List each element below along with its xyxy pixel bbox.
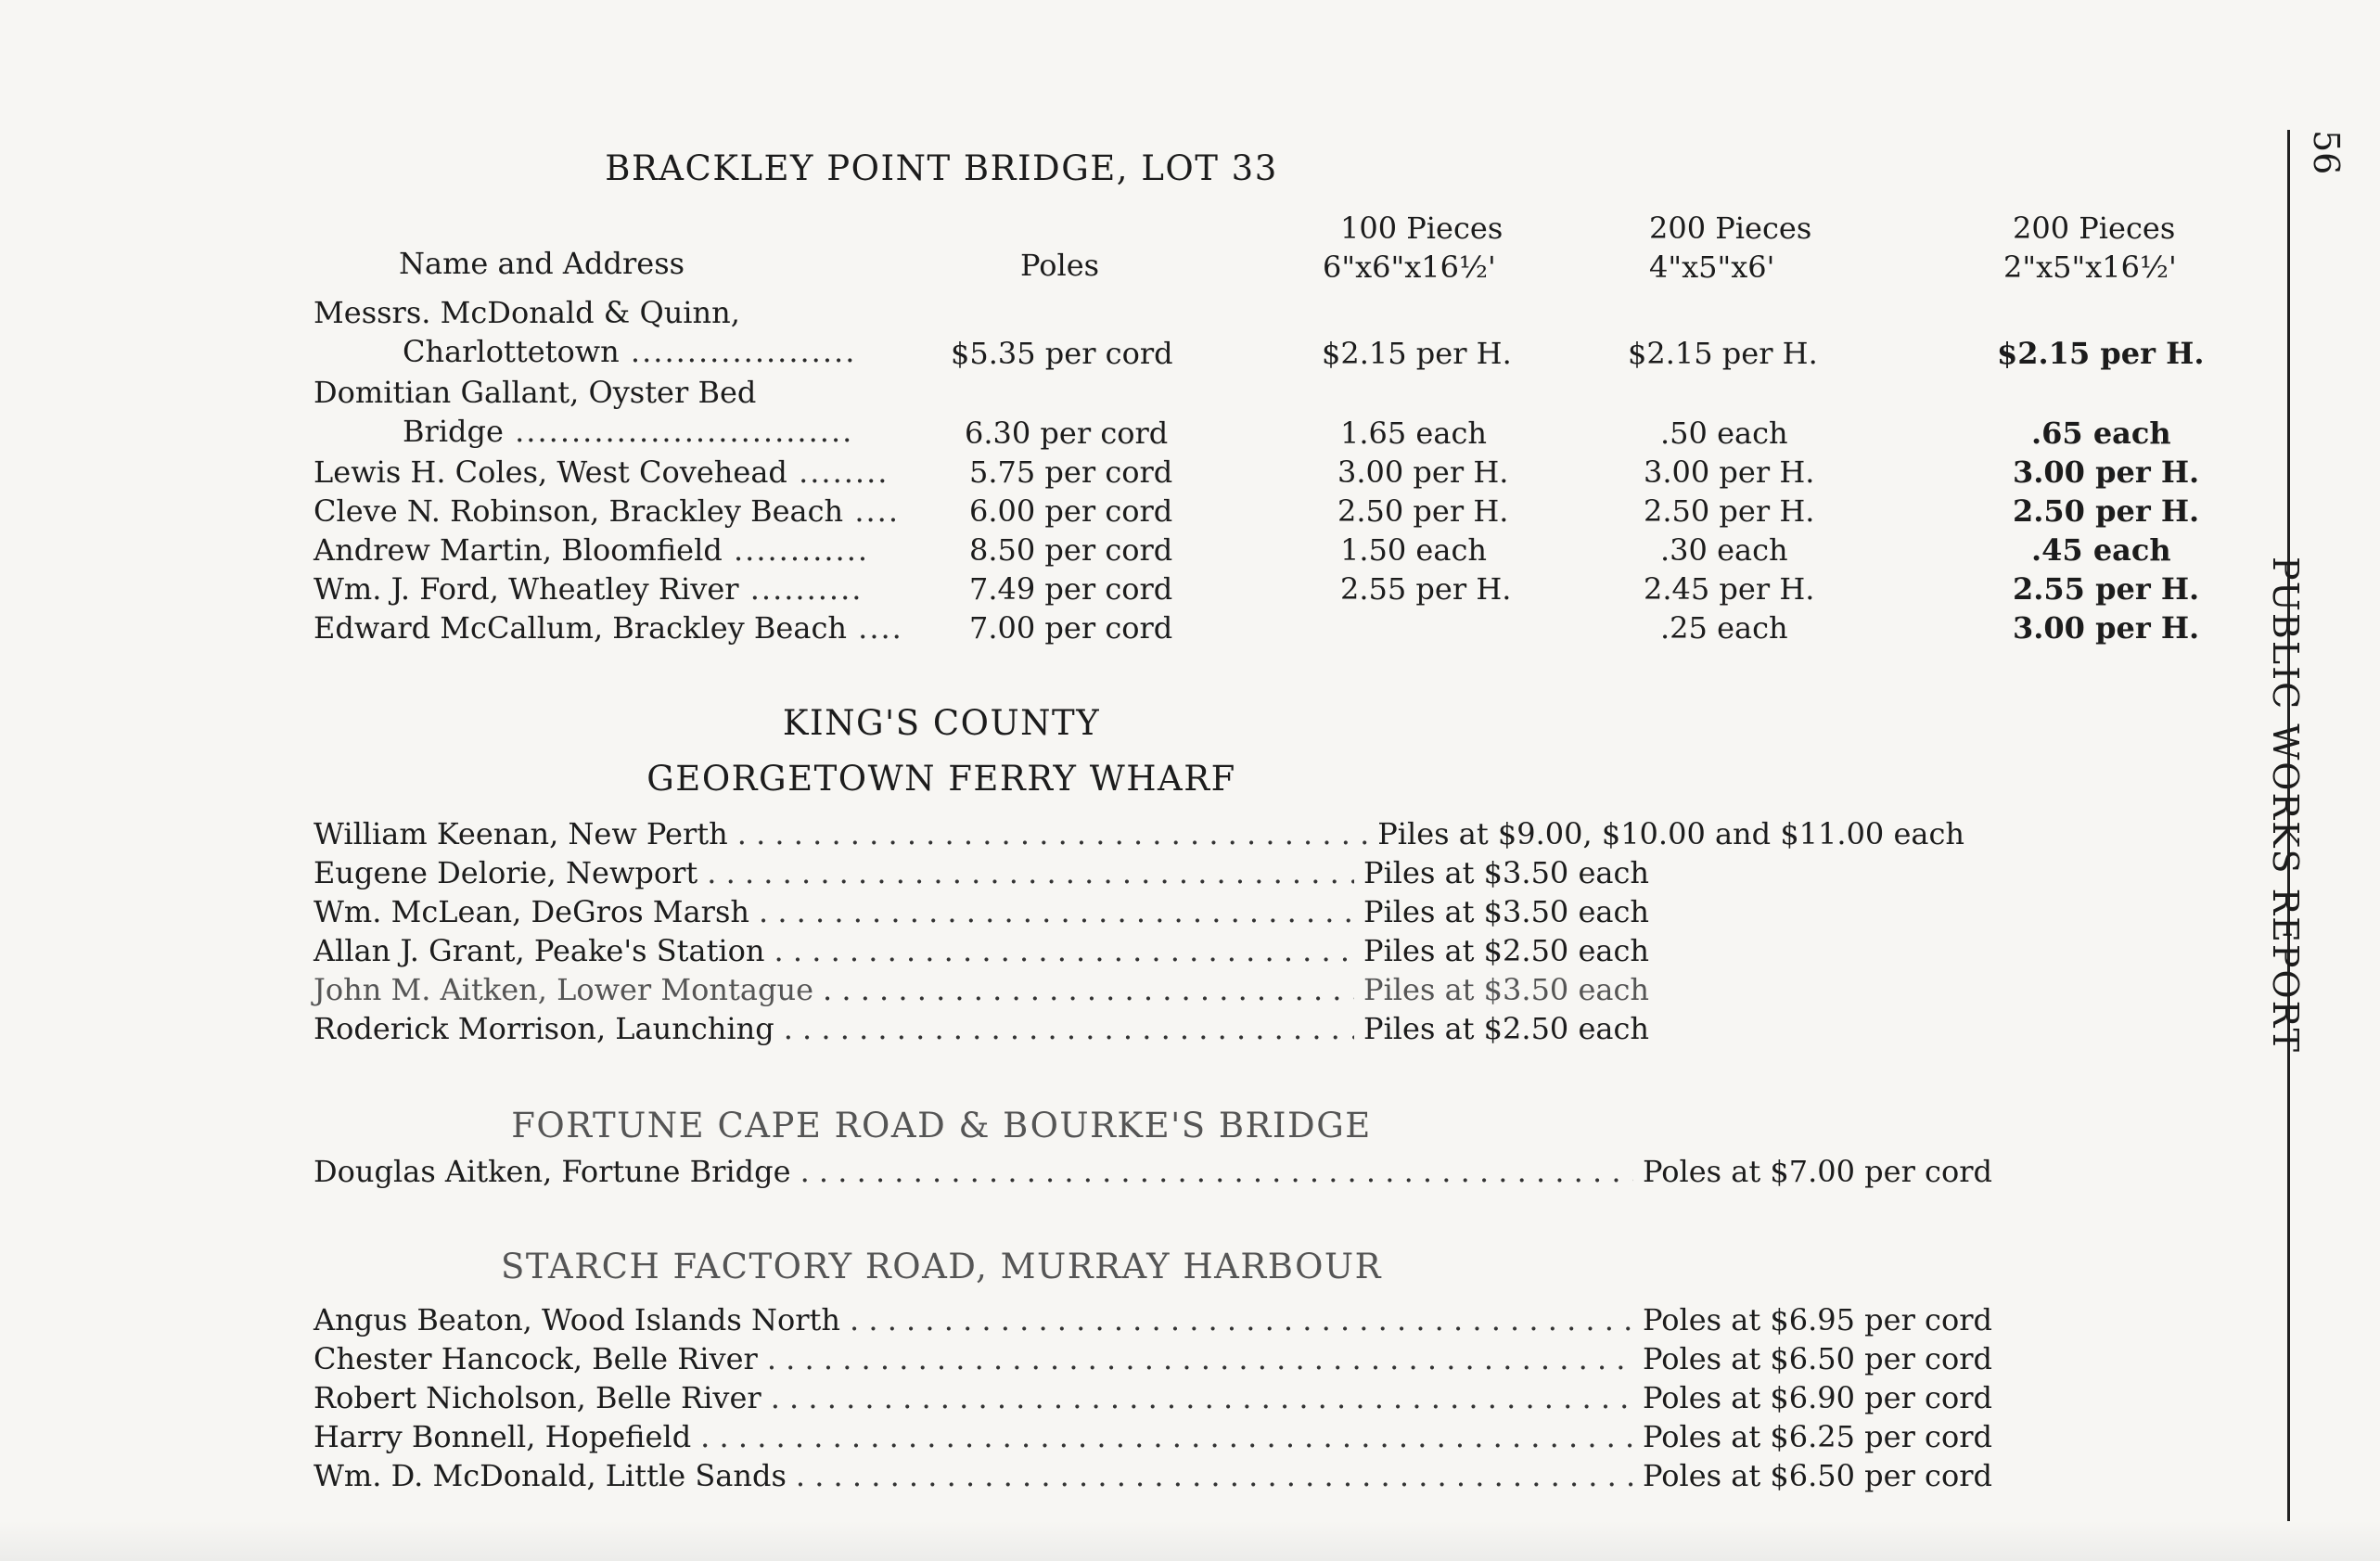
row-col1: 1.65 each xyxy=(1340,416,1487,451)
header-col3-bot: 2"x5"x16½' xyxy=(2003,250,2177,285)
row-name-cont: Bridge .............................. xyxy=(403,414,854,449)
list-item: Chester Hancock, Belle River . . . Poles at $6.50 per cord xyxy=(313,1341,1992,1382)
row-poles: 7.00 per cord xyxy=(969,610,1173,646)
header-col2-bot: 4"x5"x6' xyxy=(1649,250,1775,285)
page-bottom-edge xyxy=(0,1521,2380,1561)
row-poles: 5.75 per cord xyxy=(969,454,1173,490)
list-item: Harry Bonnell, Hopefield . . . Poles at $6.25 per cord xyxy=(313,1419,1992,1460)
list-item: Eugene Delorie, Newport . . . Piles at $3.50 each xyxy=(313,855,1649,896)
row-col3: .45 each xyxy=(2031,532,2171,568)
header-col1-top: 100 Pieces xyxy=(1340,211,1503,246)
list-item: Angus Beaton, Wood Islands North . . . Poles at $6.95 per cord xyxy=(313,1302,1992,1343)
row-col3: $2.15 per H. xyxy=(1997,336,2205,371)
list-item: Roderick Morrison, Launching . . . Piles at $2.50 each xyxy=(313,1011,1649,1052)
row-col2: $2.15 per H. xyxy=(1628,336,1818,371)
row-col3: 2.55 per H. xyxy=(2013,571,2200,607)
row-col2: 2.45 per H. xyxy=(1644,571,1815,607)
page-number: 56 xyxy=(2306,130,2347,175)
row-col2: 3.00 per H. xyxy=(1644,454,1815,490)
section-title-georgetown: GEORGETOWN FERRY WHARF xyxy=(646,759,1236,799)
header-poles: Poles xyxy=(1020,248,1100,283)
row-col2: .30 each xyxy=(1660,532,1788,568)
section-title-fortune: FORTUNE CAPE ROAD & BOURKE'S BRIDGE xyxy=(511,1106,1372,1145)
list-item: Douglas Aitken, Fortune Bridge . . . Poles at $7.00 per cord xyxy=(313,1154,1992,1195)
row-col1: $2.15 per H. xyxy=(1322,336,1512,371)
row-col3: 3.00 per H. xyxy=(2013,454,2200,490)
row-name: Wm. J. Ford, Wheatley River .......... xyxy=(313,571,864,607)
row-col2: 2.50 per H. xyxy=(1644,493,1815,529)
list-item: John M. Aitken, Lower Montague . . . Piles at $3.50 each xyxy=(313,972,1649,1013)
header-col3-top: 200 Pieces xyxy=(2013,211,2176,246)
row-name: Lewis H. Coles, West Covehead ........ xyxy=(313,454,889,490)
list-item: Robert Nicholson, Belle River . . . Poles at $6.90 per cord xyxy=(313,1380,1992,1421)
row-col1: 3.00 per H. xyxy=(1337,454,1509,490)
list-item: William Keenan, New Perth . . . Piles at $9.00, $10.00 and $11.00 each xyxy=(313,816,1964,857)
list-item: Wm. D. McDonald, Little Sands . . . Poles at $6.50 per cord xyxy=(313,1458,1992,1499)
row-col1: 2.50 per H. xyxy=(1337,493,1509,529)
county-heading: KING'S COUNTY xyxy=(782,703,1101,743)
running-head: PUBLIC WORKS REPORT xyxy=(2265,557,2306,1054)
row-name: Domitian Gallant, Oyster Bed xyxy=(313,375,757,410)
row-name: Messrs. McDonald & Quinn, xyxy=(313,295,740,330)
row-name: Cleve N. Robinson, Brackley Beach .... xyxy=(313,493,901,529)
row-name: Edward McCallum, Brackley Beach .... xyxy=(313,610,903,646)
row-col1: 1.50 each xyxy=(1340,532,1487,568)
row-col3: 2.50 per H. xyxy=(2013,493,2200,529)
row-poles: 6.00 per cord xyxy=(969,493,1173,529)
row-poles: $5.35 per cord xyxy=(951,336,1173,371)
row-col2: .25 each xyxy=(1660,610,1788,646)
row-poles: 7.49 per cord xyxy=(969,571,1173,607)
row-name: Andrew Martin, Bloomfield ............ xyxy=(313,532,870,568)
row-col3: .65 each xyxy=(2031,416,2171,451)
row-poles: 8.50 per cord xyxy=(969,532,1173,568)
row-col2: .50 each xyxy=(1660,416,1788,451)
header-col2-top: 200 Pieces xyxy=(1649,211,1812,246)
header-name: Name and Address xyxy=(399,246,685,281)
row-col1: 2.55 per H. xyxy=(1340,571,1512,607)
header-col1-bot: 6"x6"x16½' xyxy=(1323,250,1496,285)
list-item: Allan J. Grant, Peake's Station . . . Piles at $2.50 each xyxy=(313,933,1649,974)
row-poles: 6.30 per cord xyxy=(965,416,1169,451)
section-title-brackley: BRACKLEY POINT BRIDGE, LOT 33 xyxy=(605,148,1278,188)
row-col3: 3.00 per H. xyxy=(2013,610,2200,646)
list-item: Wm. McLean, DeGros Marsh . . . Piles at $3.50 each xyxy=(313,894,1649,935)
row-name-cont: Charlottetown .................... xyxy=(403,334,857,369)
section-title-starch: STARCH FACTORY ROAD, MURRAY HARBOUR xyxy=(501,1247,1382,1286)
